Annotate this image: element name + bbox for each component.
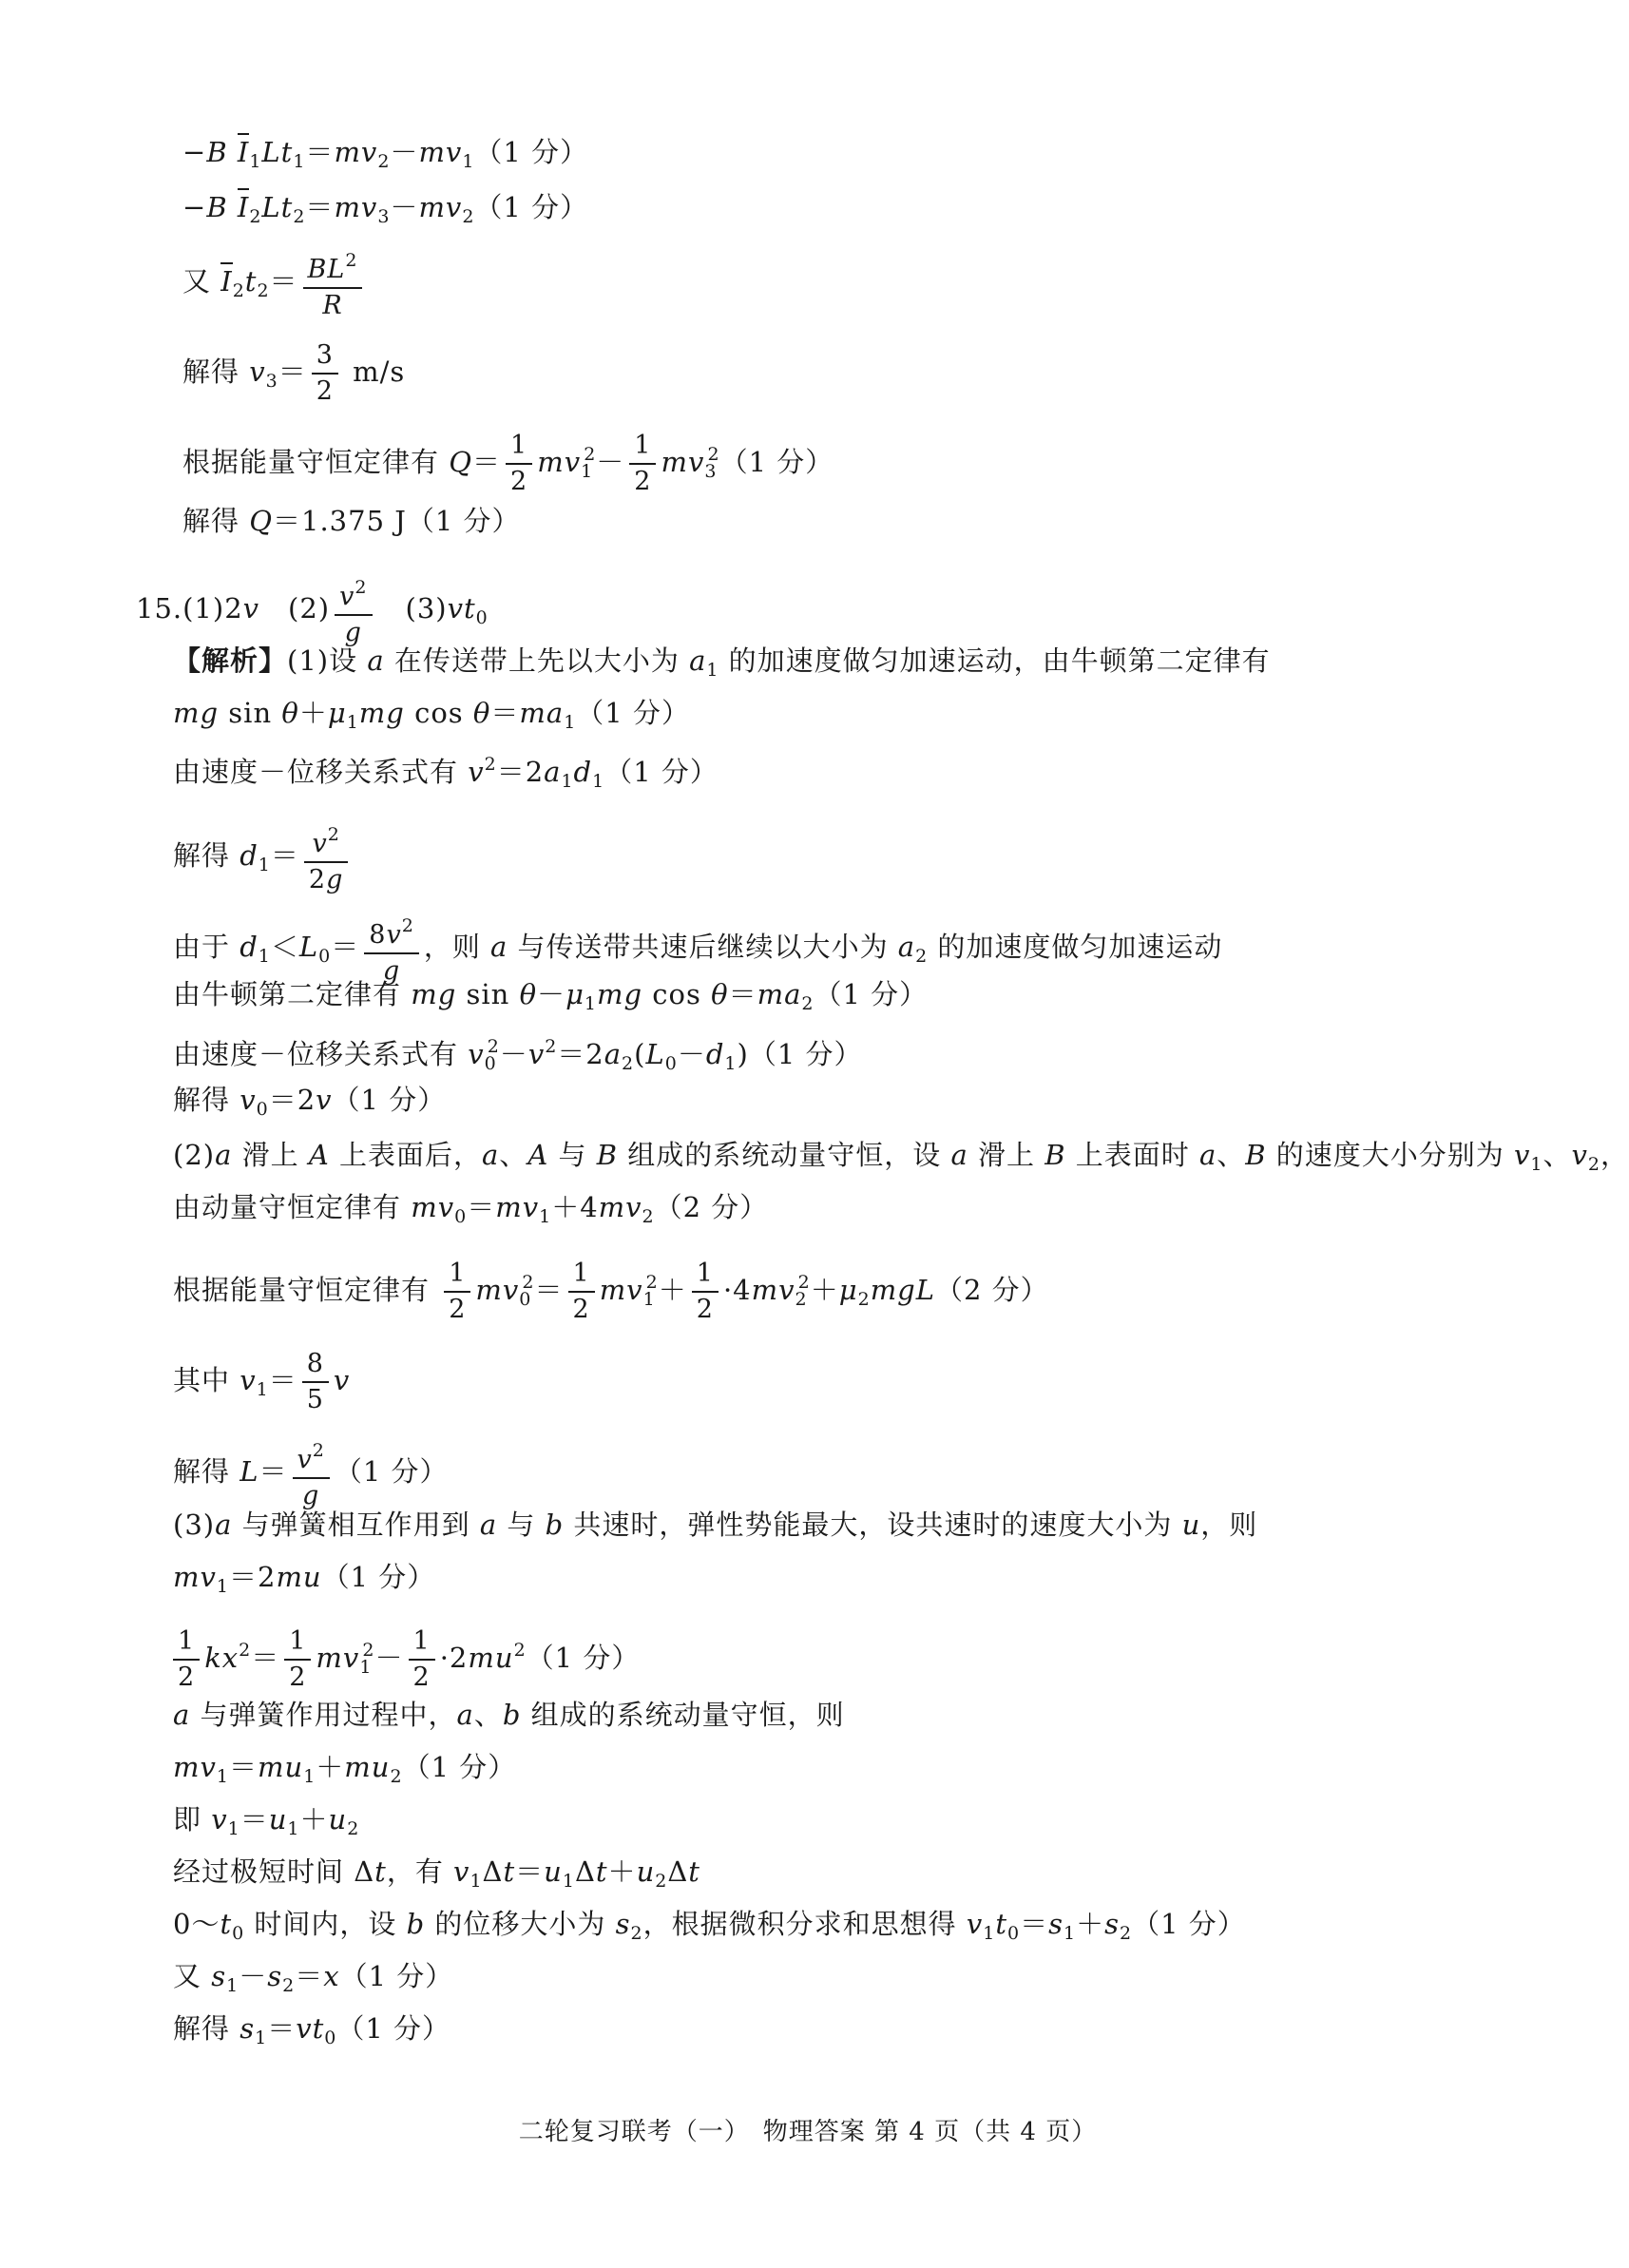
- equation-line: −B $I_2Lt_2=mv_3-mv_2(1$ 分）: [182, 188, 588, 236]
- page-footer: 二轮复习联考（一） 物理答案 第 4 页（共 4 页）: [518, 2118, 1098, 2146]
- answer-summary: 15.(1)2v (2) $\frac{v^2}{g}$ $(3)vt_0$: [136, 570, 489, 650]
- equation-line: 又 $I_2t_2=$ $\frac{BL^2}{R}$: [182, 243, 367, 323]
- equation-line: 根据能量守恒定律有 $\frac{1}{2}$ $mv_0^2=$ $\frac{1}{2}$ $mv_1^2+$ $\frac{1}{2}$ $\cdot 4mv_2^2+\mu_2mgL(2$ 分）: [173, 1259, 1049, 1324]
- equation-line: −B $I_1Lt_1=mv_2-mv_1(1$ 分）: [182, 133, 588, 181]
- equation-line: 又 $s_1-s_2=x(1$ 分）: [173, 1960, 454, 1996]
- equation-line: 解得 Q＝1.375 J（1 分）: [182, 505, 521, 537]
- equation-line: 由速度－位移关系式有 $v_0^2-v^2=2a_2(L_0-d_1)(1$ 分）: [173, 1036, 863, 1074]
- equation-line: 解得 $v_3=$ $\frac{3}{2}$ m/s: [182, 340, 406, 406]
- equation-line: 由速度－位移关系式有 $v^2=2a_1d_1(1$ 分）: [173, 754, 719, 792]
- equation-line: 根据能量守恒定律有 Q＝ $\frac{1}{2}$ $mv_1^2-$ $\frac{1}{2}$ $mv_3^2(1$ 分）: [182, 431, 834, 496]
- equation-line: $0\sim t_0$ 时间内，设 b 的位移大小为 $s_2$，根据微积分求和思想得 $v_1t_0=s_1+s_2(1$ 分）: [173, 1908, 1246, 1944]
- equation-line: 其中 $v_1=$ $\frac{8}{5}$ v: [173, 1349, 351, 1414]
- analysis-paragraph: a 与弹簧作用过程中，a、b 组成的系统动量守恒，则: [173, 1699, 845, 1731]
- equation-line: $mv_1=2mu(1$ 分）: [173, 1561, 436, 1597]
- analysis-paragraph: (2)a 滑上 A 上表面后，a、A 与 B 组成的系统动量守恒，设 a 滑上 B 上表面时 a、B 的速度大小分别为 $v_1$、$v_2$，: [173, 1139, 1629, 1175]
- equation-line: 解得 $d_1=$ $\frac{v^2}{2g}$: [173, 817, 353, 897]
- equation-line: 由动量守恒定律有 $mv_0=mv_1+4mv_2(2$ 分）: [173, 1191, 769, 1227]
- analysis-paragraph: (3)a 与弹簧相互作用到 a 与 b 共速时，弹性势能最大，设共速时的速度大小为 u，则: [173, 1509, 1258, 1541]
- analysis-heading: 【解析】(1)设 a 在传送带上先以大小为 $a_1$ 的加速度做匀加速运动，由牛顿第二定律有: [173, 644, 1271, 681]
- equation-line: 即 $v_1=u_1+u_2$: [173, 1803, 360, 1839]
- equation-line: 解得 L＝ $\frac{v^2}{g}$ （1 分）: [173, 1433, 449, 1513]
- equation-line: $mv_1=mu_1+mu_2(1$ 分）: [173, 1751, 517, 1787]
- equation-line: 解得 $v_0=2v(1$ 分）: [173, 1084, 447, 1120]
- equation-line: mg $\sin \theta+\mu_1mg$ $\cos \theta=ma_1(1$ 分）: [173, 697, 690, 733]
- equation-line: 由于 $d_1<L_0=$ $\frac{8v^2}{g}$ ，则 a 与传送带共速后继续以大小为 $a_2$ 的加速度做匀加速运动: [173, 909, 1222, 989]
- equation-line: 由牛顿第二定律有 mg $\sin \theta-\mu_1mg$ $\cos \theta=ma_2(1$ 分）: [173, 978, 929, 1014]
- equation-line: 解得 $s_1=vt_0(1$ 分）: [173, 2012, 451, 2048]
- equation-line: 经过极短时间 Δt，有 $v_1\Delta t=u_1\Delta t+u_2\Delta t$: [173, 1855, 700, 1892]
- equation-line: $\frac{1}{2}$ $kx^2=$ $\frac{1}{2}$ $mv_1^2-$ $\frac{1}{2}$ $\cdot 2mu^2(1$ 分）: [173, 1624, 640, 1695]
